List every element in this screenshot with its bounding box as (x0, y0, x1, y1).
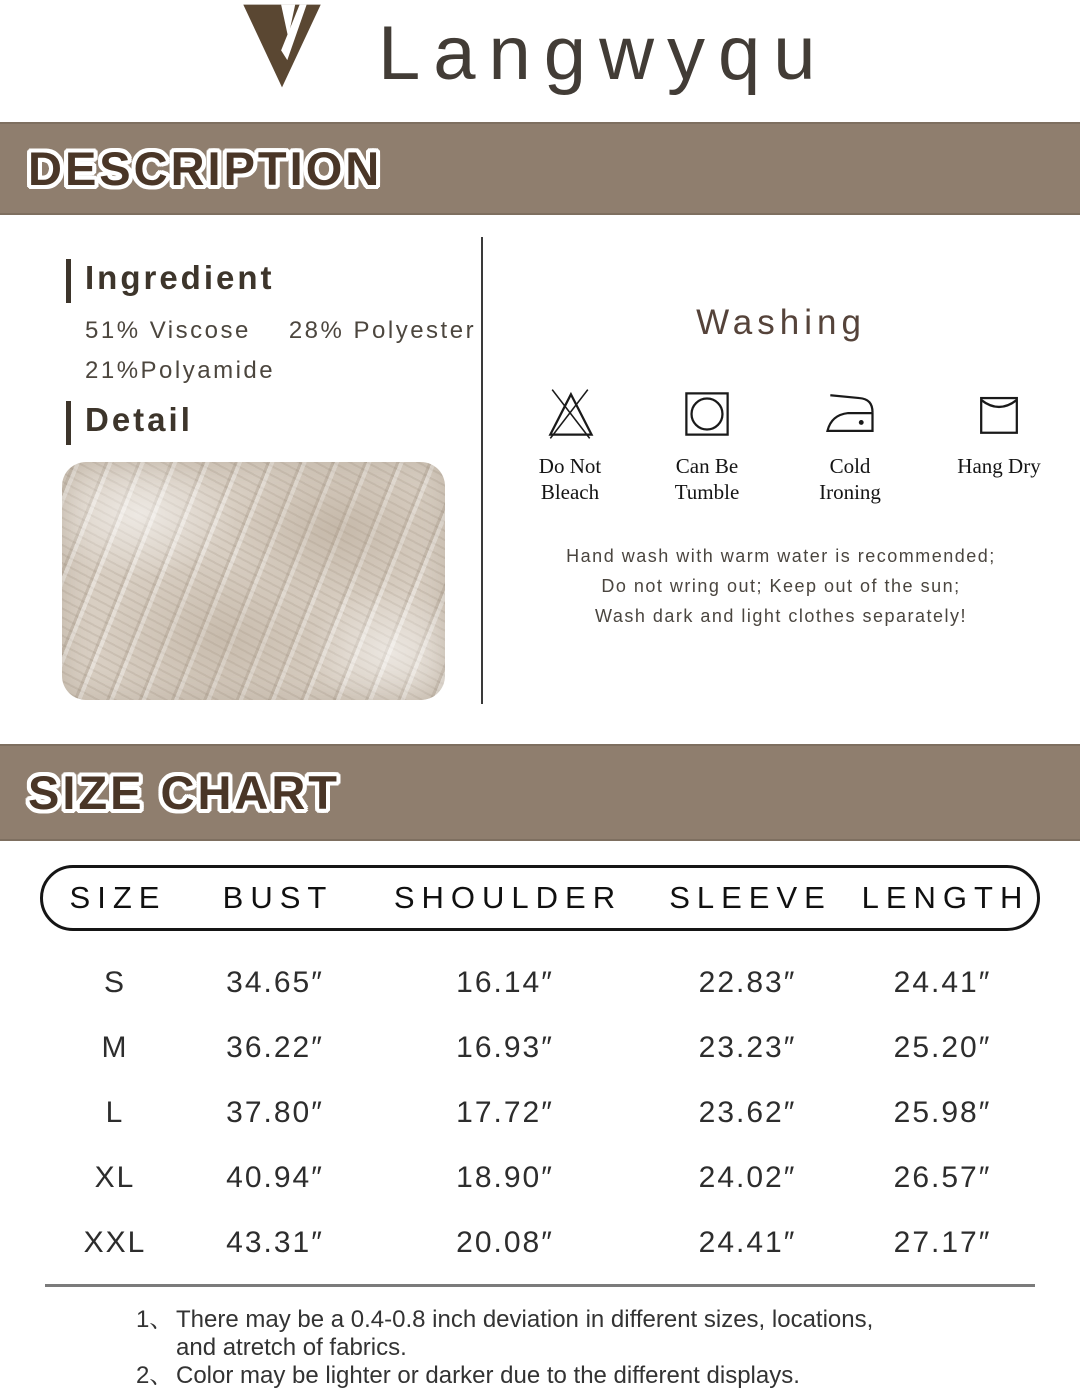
wash-icon-label: Hang Dry (957, 454, 1041, 478)
wash-item-do-not-bleach (500, 383, 640, 505)
header-cell-length: LENGTH (861, 880, 1030, 915)
size-chart-banner (0, 744, 1080, 841)
note-text: Color may be lighter or darker due to the different displays. (176, 1362, 800, 1389)
sleeve-cell: 23.62″ (698, 1095, 797, 1129)
wash-icon-label: Can Be Tumble (674, 454, 740, 504)
header-cell-shoulder: SHOULDER (393, 880, 623, 915)
ingredient-line-1 (85, 317, 476, 345)
length-cell: 26.57″ (893, 1160, 992, 1194)
brand-name: Langwyqu (378, 11, 829, 96)
size-row-s (40, 950, 1040, 1015)
ingredient-item: 21%Polyamide (85, 357, 276, 384)
note-item-1 (136, 1306, 1036, 1362)
brand-header (0, 0, 1080, 122)
size-cell: M (101, 1030, 129, 1064)
size-row-xl (40, 1145, 1040, 1210)
bust-cell: 36.22″ (226, 1030, 324, 1064)
care-line: Hand wash with warm water is recommended; (566, 546, 996, 566)
size-cell: XL (94, 1160, 136, 1194)
size-chart-banner-title: SIZE CHART (28, 766, 340, 819)
size-cell: XXL (83, 1225, 147, 1259)
sleeve-cell: 24.02″ (698, 1160, 797, 1194)
shoulder-cell: 16.93″ (456, 1030, 554, 1064)
v-triangle-logo-icon (233, 2, 331, 90)
tumble-dry-icon (677, 383, 737, 445)
header-cell-sleeve: SLEEVE (669, 880, 832, 915)
knit-fabric-image (62, 462, 445, 700)
sleeve-cell: 22.83″ (698, 965, 797, 999)
wash-icon-label: Cold Ironing (819, 454, 881, 504)
ingredient-item: 51% Viscose (85, 317, 251, 344)
length-cell: 27.17″ (893, 1225, 992, 1259)
care-line: Wash dark and light clothes separately! (595, 606, 967, 626)
do-not-bleach-icon (540, 383, 600, 445)
bust-cell: 43.31″ (226, 1225, 324, 1259)
table-divider (45, 1284, 1035, 1287)
note-number: 1、 (136, 1306, 174, 1333)
size-row-m (40, 1015, 1040, 1080)
note-item-2 (136, 1362, 1036, 1390)
washing-title: Washing (696, 303, 866, 342)
bust-cell: 40.94″ (226, 1160, 324, 1194)
size-table-header (40, 865, 1040, 931)
description-banner-title: DESCRIPTION (28, 142, 383, 195)
size-row-xxl (40, 1210, 1040, 1275)
length-cell: 25.20″ (893, 1030, 992, 1064)
care-line: Do not wring out; Keep out of the sun; (601, 576, 961, 596)
size-cell: S (103, 965, 126, 999)
header-cell-size: SIZE (69, 880, 167, 915)
shoulder-cell: 16.14″ (456, 965, 554, 999)
note-text: There may be a 0.4-0.8 inch deviation in different sizes, locations, and atretch of fabrics. (176, 1306, 874, 1361)
size-cell: L (105, 1095, 125, 1129)
ingredient-line-2 (85, 357, 275, 385)
size-table-body (40, 950, 1040, 1275)
washing-section (482, 215, 1080, 745)
sleeve-cell: 24.41″ (698, 1225, 797, 1259)
ingredient-item: 28% Polyester (288, 317, 477, 344)
length-cell: 25.98″ (893, 1095, 992, 1129)
header-cell-bust: BUST (222, 880, 334, 915)
sleeve-cell: 23.23″ (698, 1030, 797, 1064)
shoulder-cell: 20.08″ (456, 1225, 554, 1259)
wash-item-tumble (637, 383, 777, 505)
description-banner (0, 122, 1080, 215)
ingredient-heading: Ingredient (85, 259, 275, 296)
cold-iron-icon (820, 383, 880, 445)
hang-dry-icon (969, 383, 1029, 445)
bust-cell: 34.65″ (226, 965, 324, 999)
heading-bar (66, 259, 71, 303)
wash-icon-label: Do Not Bleach (538, 454, 602, 504)
bust-cell: 37.80″ (226, 1095, 324, 1129)
size-notes (136, 1306, 1036, 1390)
heading-bar (66, 401, 71, 445)
ingredient-detail-section (0, 215, 482, 745)
size-row-l (40, 1080, 1040, 1145)
care-instructions (482, 541, 1080, 631)
shoulder-cell: 17.72″ (456, 1095, 554, 1129)
wash-item-hang-dry (929, 383, 1069, 479)
note-number: 2、 (136, 1362, 174, 1389)
shoulder-cell: 18.90″ (456, 1160, 554, 1194)
detail-heading: Detail (85, 401, 193, 438)
wash-item-cold-iron (780, 383, 920, 505)
length-cell: 24.41″ (893, 965, 992, 999)
